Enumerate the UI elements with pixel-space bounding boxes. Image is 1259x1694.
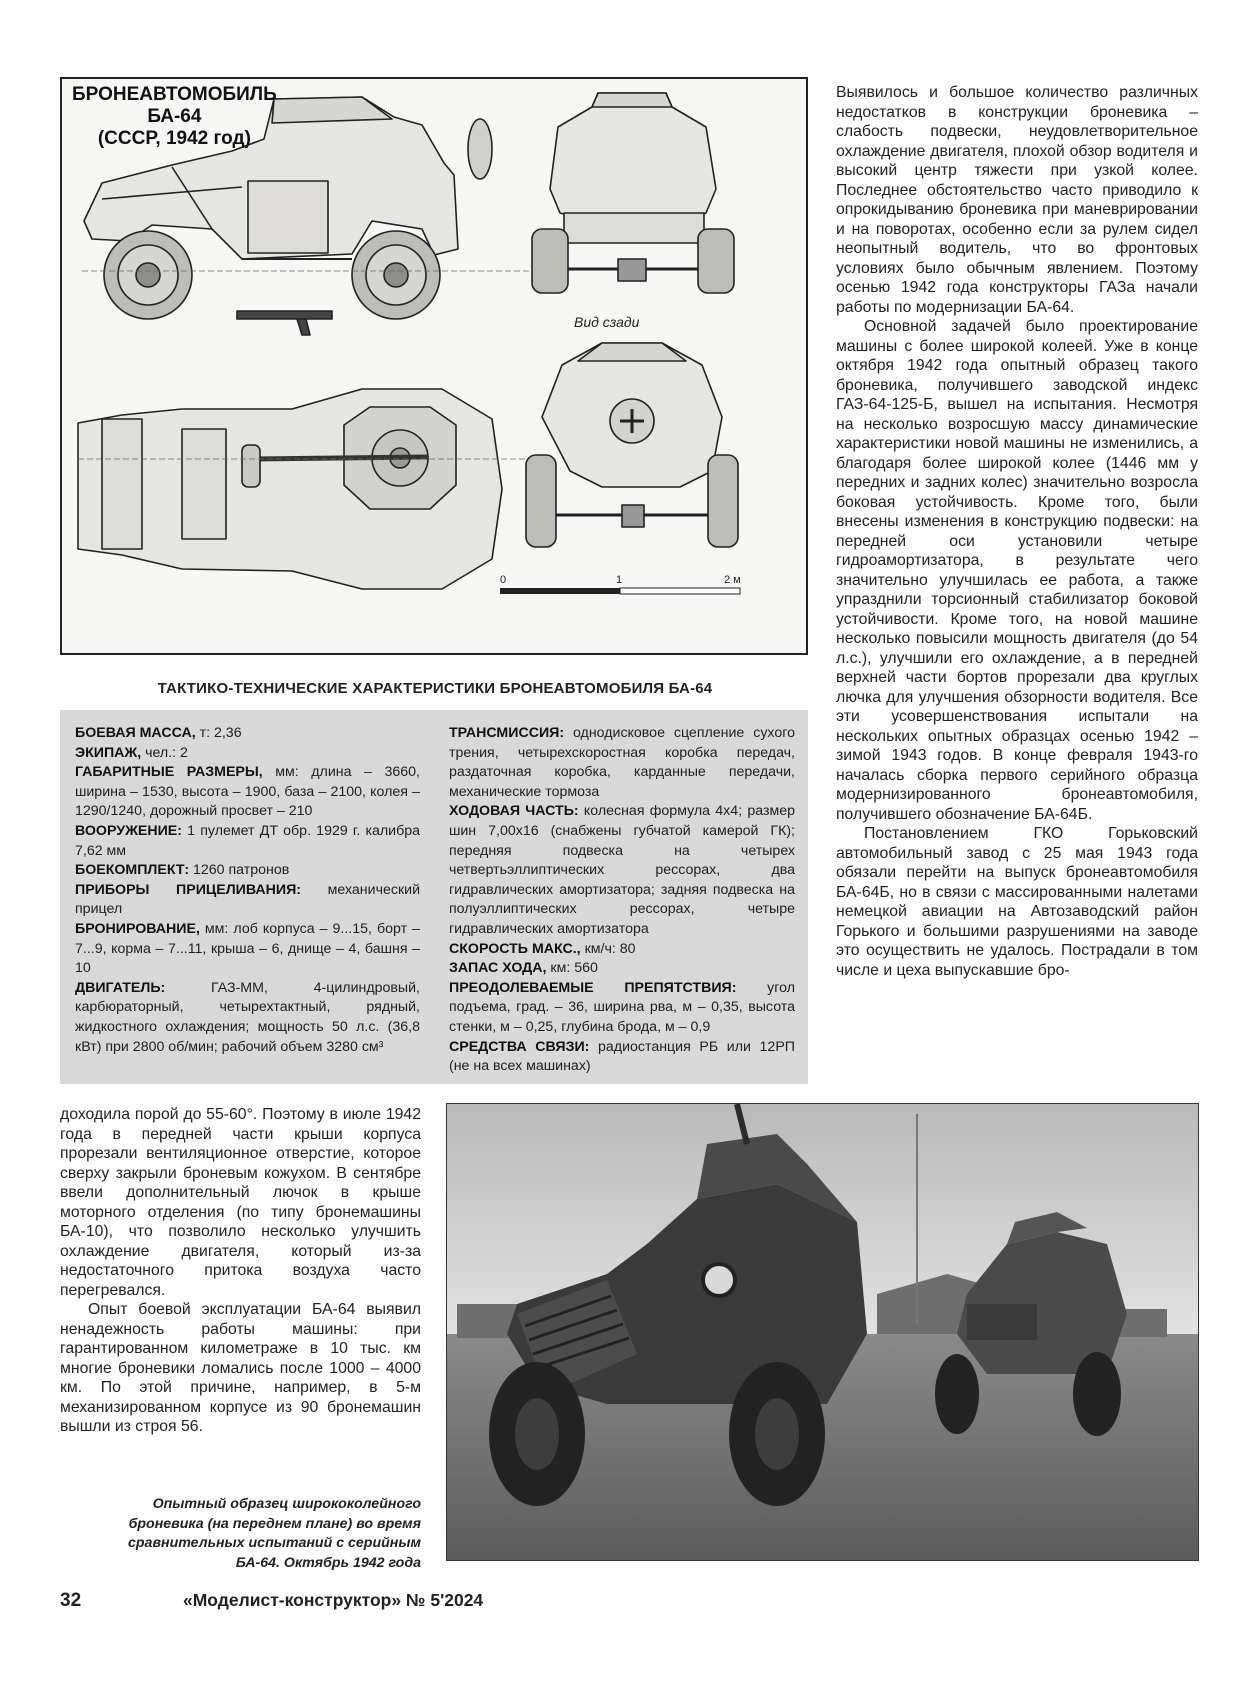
photo-svg <box>447 1104 1198 1560</box>
scale-bar <box>500 574 741 594</box>
paragraph: Основной задачей было проектирование машины с более широкой колеей. Уже в конце октября 1942 года опытный образец такого броневика, получившего заводской индекс ГАЗ-64-125-Б, вышел на испытания. Несмотря на несколько возросшую массу динамические характеристики новой машины не изменились, а благодаря более широкой колее (1446 мм у передних и задних колес) значительно возросла боковая устойчивость. Кроме того, были внесены изменения в конструкцию подвески: на передней оси установили четыре гидроамортизатора, в результате чего значительно улучшилась ее работа, а также упразднили торсионный стабилизатор боковой устойчивости. Кроме того, на новой машине несколько повысили мощность двигателя (до 54 л.с.), улучшили его охлаждение, а в передней верхней части бортов прорезали два круглых лючка для улучшения обзорности водителя. Все эти усовершенствования испытали на нескольких опытных образцах осенью 1942 – зимой 1943 годов. В конце февраля 1943-го началась сборка первого серийного образца модернизированного бронеавтомобиля, получившего обозначение БА-64Б. <box>836 318 1198 823</box>
left-column-text <box>60 1105 421 1437</box>
right-column-text <box>836 83 1198 980</box>
spec-item: ПРИБОРЫ ПРИЦЕЛИВАНИЯ: механический прицел <box>75 881 421 918</box>
drawing-title-line: (СССР, 1942 год) <box>97 128 251 149</box>
paragraph: Постановлением ГКО Горьковский автомобильный завод с 25 мая 1943 года обязали перейти на выпуск бронеавтомобиля БА-64Б, но в связи с массированными налетами немецкой авиации на Автозаводский район Горького и большими разрушениями на заводе это осуществить не удалось. Пострадали в том числе и цеха выпускавшие бро- <box>836 825 1198 979</box>
scale-label-2: 2 м <box>724 574 741 586</box>
specs-right-column <box>449 724 795 1077</box>
drawing-title <box>72 84 277 150</box>
spec-item: БОЕКОМПЛЕКТ: 1260 патронов <box>75 862 290 879</box>
paragraph: доходила порой до 55-60°. Поэтому в июле 1942 года в передней части крыши корпуса прорезали вентиляционное отверстие, которое сверху закрыли броневым кожухом. В сентябре ввели дополнительный лючок в крыше моторного отделения (по типу бронемашины БА-10), что позволило несколько улучшить охлаждение двигателя, который из-за недостаточного притока воздуха часто перегревался. <box>60 1106 421 1299</box>
spec-item: ХОДОВАЯ ЧАСТЬ: колесная формула 4х4; размер шин 7,00х16 (снабжены губчатой камерой ГК); передняя подвеска на четырех четвертьэллиптических рессорах, два гидравлических амортизатора; задняя подвеска на полуэллиптических рессорах, четыре гидравлических амортизатора <box>449 803 795 937</box>
photo-caption: Опытный образец ширококолейного броневика (на переднем плане) во время сравнительных испытаний с серийным БА-64. Октябрь 1942 года <box>128 1496 421 1571</box>
spec-item: ЗАПАС ХОДА, км: 560 <box>449 960 598 977</box>
spec-item: ПРЕОДОЛЕВАЕМЫЕ ПРЕПЯТСТВИЯ: угол подъема, град. – 36, ширина рва, м – 0,35, высота стенки, м – 0,25, глубина брода, м – 0,9 <box>449 979 795 1035</box>
rear-view-label: Вид сзади <box>574 314 640 330</box>
spec-item: СКОРОСТЬ МАКС., км/ч: 80 <box>449 940 636 957</box>
rear-view <box>532 93 734 293</box>
armored-car-photo <box>446 1103 1199 1561</box>
paragraph: Опыт боевой эксплуатации БА-64 выявил ненадежность работы машины: при гарантированном километраже в 10 тыс. км многие броневики ломались после 1000 – 4000 км. По этой причине, например, в 5-м механизированном корпусе из 90 бронемашин вышли из строя 56. <box>60 1301 421 1435</box>
journal-title: «Моделист-конструктор» № 5'2024 <box>183 1590 484 1610</box>
scale-label-0: 0 <box>500 574 507 586</box>
spec-item: ГАБАРИТНЫЕ РАЗМЕРЫ, мм: длина – 3660, ширина – 1530, высота – 1900, база – 2100, колея – 1290/1240, дорожный просвет – 210 <box>75 764 420 820</box>
spec-item: ТРАНСМИССИЯ: однодисковое сцепление сухого трения, четырехскоростная коробка передач, раздаточная коробка, карданные передачи, механические тормоза <box>449 725 795 800</box>
spec-item: БОЕВАЯ МАССА, т: 2,36 <box>75 725 242 741</box>
drawing-title-line: БА-64 <box>147 106 202 127</box>
specs-left-column <box>75 724 420 1057</box>
spec-item: ДВИГАТЕЛЬ: ГАЗ-ММ, 4-цилиндровый, карбюраторный, четырехтактный, рядный, жидкостного охлаждения; мощность 50 л.с. (36,8 кВт) при 2800 об/мин; рабочий объем 3280 см³ <box>75 979 420 1055</box>
specs-box <box>60 710 808 1084</box>
page-number: 32 <box>60 1590 82 1611</box>
specs-title: ТАКТИКО-ТЕХНИЧЕСКИЕ ХАРАКТЕРИСТИКИ БРОНЕАВТОМОБИЛЯ БА-64 <box>157 680 713 697</box>
spec-item: БРОНИРОВАНИЕ, мм: лоб корпуса – 9...15, борт – 7...9, корма – 7...11, крыша – 6, днище – 4, башня – 10 <box>75 920 420 977</box>
technical-drawing <box>60 77 808 655</box>
spec-item: СРЕДСТВА СВЯЗИ: радиостанция РБ или 12РП (не на всех машинах) <box>449 1038 795 1075</box>
scale-label-1: 1 <box>616 574 623 586</box>
spec-item: ЭКИПАЖ, чел.: 2 <box>75 744 188 761</box>
front-view <box>526 343 738 547</box>
paragraph: Выявилось и большое количество различных недостатков в конструкции броневика – слабость подвески, неудовлетворительное охлаждение двигателя, плохой обзор водителя и высокий центр тяжести при узкой колее. Последнее обстоятельство часто приводило к опрокидыванию броневика при маневрировании и на поворотах, особенно если за рулем сидел неопытный водитель, что во фронтовых условиях было обычным явлением. Поэтому осенью 1942 года конструкторы ГАЗа начали работы по модернизации БА-64. <box>836 84 1198 316</box>
drawing-svg <box>62 79 806 653</box>
spec-item: ВООРУЖЕНИЕ: 1 пулемет ДТ обр. 1929 г. калибра 7,62 мм <box>75 822 420 859</box>
drawing-title-line: БРОНЕАВТОМОБИЛЬ <box>72 84 277 105</box>
top-view <box>78 389 534 589</box>
